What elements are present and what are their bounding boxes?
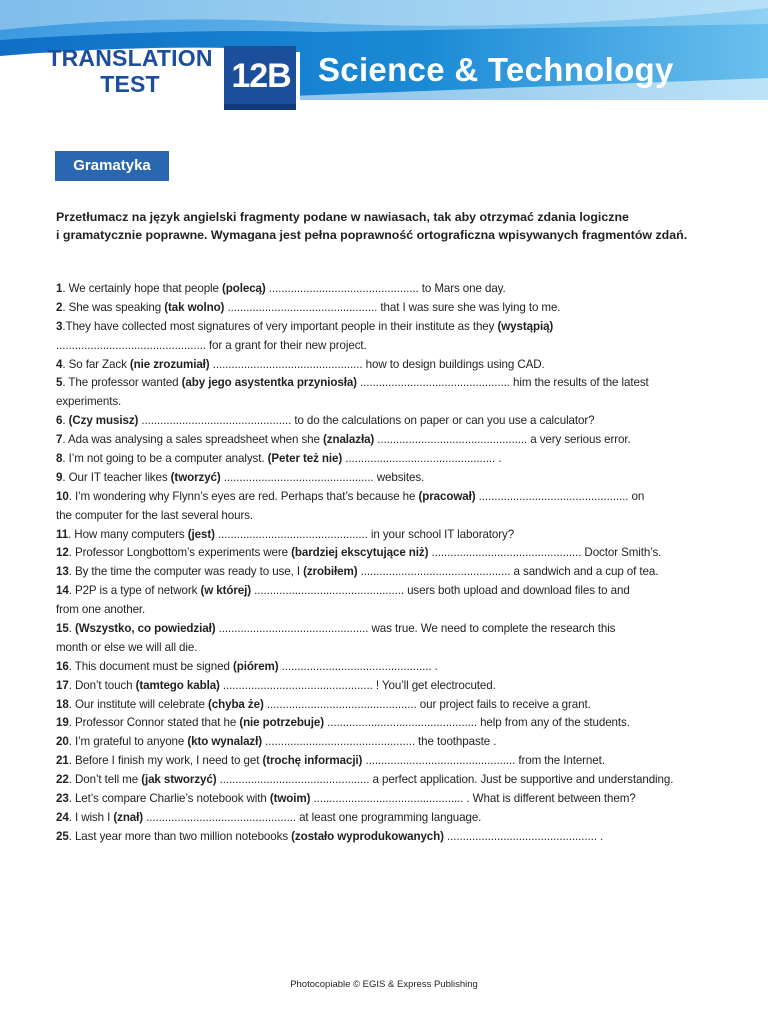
item-number: 25 [56, 829, 69, 843]
exercise-line [56, 563, 746, 582]
item-number: 14 [56, 584, 69, 598]
polish-prompt: (Wszystko, co powiedział) [74, 622, 216, 636]
item-number: 8 [56, 452, 63, 466]
instruction-line-1: Przetłumacz na język angielski fragmenty podane w nawiasach, tak aby otrzymać zdania logiczne [56, 210, 629, 224]
sentence-text: ................................................ our project fails to receive a grant. [263, 697, 591, 711]
sentence-text: . P2P is a type of network [68, 584, 201, 598]
polish-prompt: (nie potrzebuje) [239, 716, 325, 730]
sentence-text: ................................................ was true. We need to complete the research this [215, 622, 616, 636]
polish-prompt: (tworzyć) [170, 470, 221, 484]
test-type-line2: TEST [100, 71, 160, 97]
sentence-text: month or else we will all die. [56, 640, 198, 654]
instructions [56, 208, 736, 244]
exercise-line [56, 280, 746, 299]
polish-prompt: (Czy musisz) [68, 414, 139, 428]
sentence-text: . I’m wondering why Flynn’s eyes are red. Perhaps that’s because he [68, 489, 419, 503]
sentence-text: ................................................ Doctor Smith’s. [428, 546, 662, 560]
item-number: 21 [56, 754, 69, 768]
item-number: 1 [56, 282, 63, 295]
polish-prompt: (jak stworzyć) [141, 773, 217, 787]
sentence-text: ................................................ in your school IT laboratory? [214, 527, 515, 541]
sentence-text: . [68, 622, 75, 636]
sentence-text: ................................................ a perfect application. Just be supportive and understanding. [216, 773, 674, 787]
exercise-line [56, 544, 746, 563]
sentence-text: ................................................ the toothpaste . [262, 735, 497, 749]
sentence-text: ................................................ . [443, 829, 604, 843]
polish-prompt: (pracował) [418, 489, 476, 503]
sentence-text: ................................................ help from any of the students. [324, 716, 630, 730]
exercise-line [56, 714, 746, 733]
sentence-text: . I wish I [68, 810, 114, 824]
sentence-text: ................................................ from the Internet. [362, 754, 605, 768]
sentence-text: the computer for the last several hours. [56, 508, 254, 522]
item-number: 15 [56, 622, 69, 636]
exercise-line [56, 488, 746, 507]
instruction-line-2: i gramatycznie poprawne. Wymagana jest pełna poprawność ortograficzna wpisywanych fragmentów zdań. [56, 228, 688, 242]
polish-prompt: (jest) [187, 527, 215, 541]
sentence-text: ................................................ . What is different between them? [310, 792, 636, 806]
unit-number: 12B [231, 57, 291, 95]
sentence-text: . How many computers [68, 527, 188, 541]
item-number: 19 [56, 716, 69, 730]
polish-prompt: (trochę informacji) [262, 754, 363, 768]
sentence-text: . The professor wanted [62, 376, 182, 390]
item-number: 24 [56, 810, 69, 824]
exercise-line [56, 771, 746, 790]
exercise-line [56, 318, 746, 337]
item-number: 23 [56, 792, 69, 806]
sentence-text: . So far Zack [62, 357, 130, 371]
sentence-text: ................................................ on [475, 489, 645, 503]
polish-prompt: (kto wynalazł) [187, 735, 262, 749]
sentence-text: . Our institute will celebrate [68, 697, 209, 711]
exercise-line [56, 356, 746, 375]
item-number: 17 [56, 678, 69, 692]
item-number: 12 [56, 546, 69, 560]
item-number: 16 [56, 659, 69, 673]
exercise-line [56, 752, 746, 771]
sentence-text: ................................................ for a grant for their new project. [56, 338, 367, 352]
sentence-text: . I’m not going to be a computer analyst. [62, 452, 268, 466]
item-number: 11 [56, 527, 69, 541]
sentence-text: . This document must be signed [68, 659, 233, 673]
footer-copyright: Photocopiable © EGIS & Express Publishing [290, 979, 478, 990]
polish-prompt: (polecą) [222, 282, 266, 295]
page-header [0, 0, 768, 128]
polish-prompt: (chyba że) [208, 697, 264, 711]
exercise-line [56, 469, 746, 488]
polish-prompt: (nie zrozumiał) [129, 357, 210, 371]
exercise-list [56, 280, 746, 847]
sentence-text: ................................................ him the results of the latest [356, 376, 649, 390]
polish-prompt: (znalazła) [323, 433, 375, 447]
sentence-text: ................................................ that I was sure she was lying to me. [224, 300, 561, 314]
sentence-text: .They have collected most signatures of very important people in their institute as they [62, 319, 498, 333]
section-tag: Gramatyka [55, 151, 169, 181]
item-number: 22 [56, 773, 69, 787]
exercise-line [56, 790, 746, 809]
test-type-line1: TRANSLATION [47, 45, 213, 71]
exercise-line [56, 639, 746, 658]
sentence-text: . Professor Connor stated that he [68, 716, 240, 730]
sentence-text: ................................................ how to design buildings using CAD. [209, 357, 545, 371]
sentence-text: . Professor Longbottom’s experiments were [68, 546, 292, 560]
sentence-text: ................................................ at least one programming language. [143, 810, 482, 824]
item-number: 9 [56, 470, 63, 484]
polish-prompt: (bardziej ekscytujące niż) [291, 546, 429, 560]
exercise-line [56, 431, 746, 450]
exercise-line [56, 620, 746, 639]
item-number: 13 [56, 565, 69, 579]
exercise-line [56, 337, 746, 356]
polish-prompt: (Peter też nie) [267, 452, 343, 466]
exercise-line [56, 582, 746, 601]
exercise-line [56, 393, 746, 412]
polish-prompt: (zrobiłem) [303, 565, 358, 579]
exercise-line [56, 507, 746, 526]
sentence-text: . I’m grateful to anyone [68, 735, 188, 749]
exercise-line [56, 677, 746, 696]
sentence-text: ................................................ websites. [220, 470, 425, 484]
sentence-text: . Don’t tell me [68, 773, 142, 787]
exercise-line [56, 733, 746, 752]
polish-prompt: (tamtego kabla) [135, 678, 220, 692]
item-number: 5 [56, 376, 63, 390]
exercise-line [56, 809, 746, 828]
polish-prompt: (wystąpią) [497, 319, 554, 333]
exercise-line [56, 696, 746, 715]
sentence-text: . By the time the computer was ready to use, I [68, 565, 304, 579]
exercise-line [56, 299, 746, 318]
sentence-text: . We certainly hope that people [62, 282, 223, 295]
sentence-text: ................................................ users both upload and download files to and [251, 584, 630, 598]
sentence-text: ................................................ a sandwich and a cup of tea. [357, 565, 659, 579]
item-number: 18 [56, 697, 69, 711]
sentence-text: . Last year more than two million notebooks [68, 829, 292, 843]
polish-prompt: (aby jego asystentka przyniosła) [181, 376, 357, 390]
exercise-line [56, 828, 746, 847]
sentence-text: . Before I finish my work, I need to get [68, 754, 263, 768]
sentence-text: ................................................ a very serious error. [374, 433, 631, 447]
sentence-text: experiments. [56, 395, 122, 409]
item-number: 2 [56, 300, 63, 314]
unit-title: Science & Technology [318, 51, 674, 88]
sentence-text: . Our IT teacher likes [62, 470, 171, 484]
polish-prompt: (w której) [200, 584, 252, 598]
exercise-line [56, 601, 746, 620]
item-number: 6 [56, 414, 63, 428]
exercise-line [56, 374, 746, 393]
item-number: 20 [56, 735, 69, 749]
sentence-text: . She was speaking [62, 300, 165, 314]
item-number: 10 [56, 489, 69, 503]
test-type-label [42, 45, 218, 97]
sentence-text: . [62, 414, 69, 428]
sentence-text: ................................................ . [342, 452, 502, 466]
polish-prompt: (piórem) [232, 659, 279, 673]
exercise-line [56, 658, 746, 677]
item-number: 4 [56, 357, 63, 371]
sentence-text: . Let’s compare Charlie’s notebook with [68, 792, 270, 806]
sentence-text: . Ada was analysing a sales spreadsheet when she [62, 433, 323, 447]
sentence-text: ................................................ to do the calculations on paper or can you use a calculator? [138, 414, 595, 428]
exercise-line [56, 450, 746, 469]
sentence-text: ................................................ ! You’ll get electrocuted. [219, 678, 496, 692]
item-number: 7 [56, 433, 63, 447]
polish-prompt: (znał) [113, 810, 144, 824]
exercise-line [56, 526, 746, 545]
item-number: 3 [56, 319, 63, 333]
sentence-text: ................................................ to Mars one day. [265, 282, 506, 295]
exercise-line [56, 412, 746, 431]
polish-prompt: (zostało wyprodukowanych) [291, 829, 444, 843]
sentence-text: ................................................ . [278, 659, 438, 673]
polish-prompt: (tak wolno) [164, 300, 225, 314]
polish-prompt: (twoim) [269, 792, 311, 806]
sentence-text: . Don’t touch [68, 678, 136, 692]
sentence-text: from one another. [56, 603, 146, 617]
